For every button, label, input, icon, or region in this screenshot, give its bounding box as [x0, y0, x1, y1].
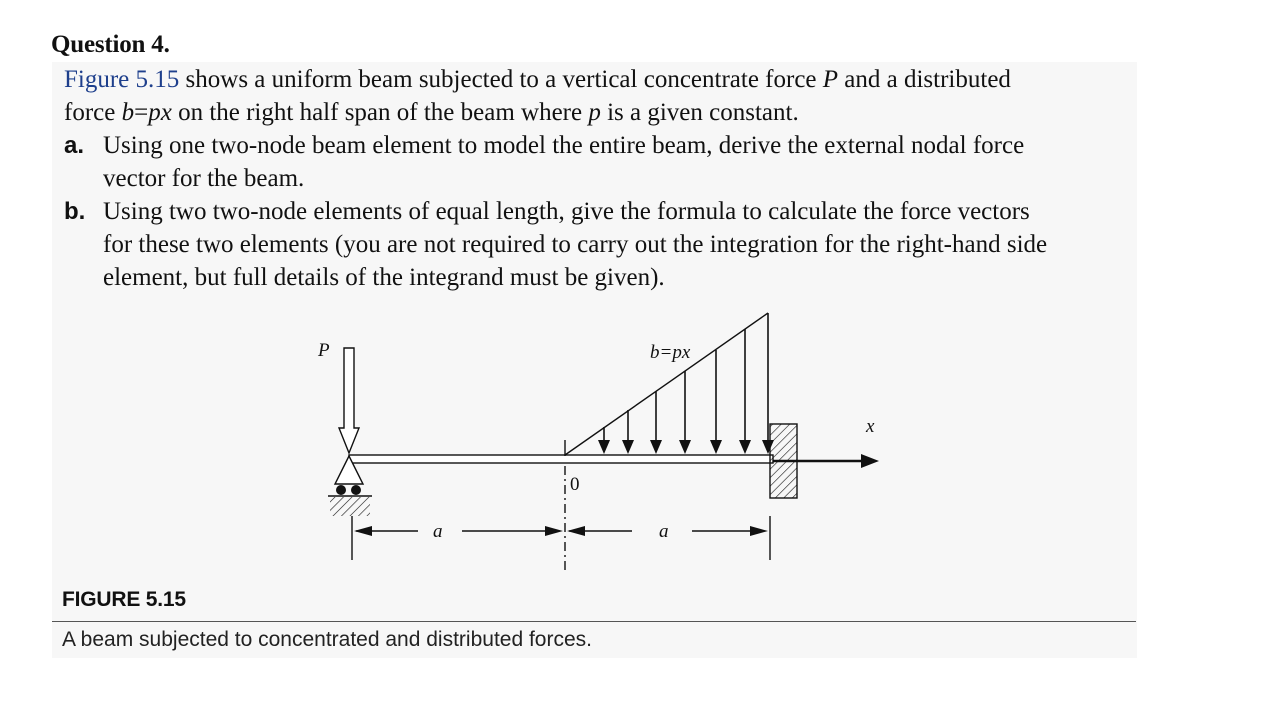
var-P: P [822, 66, 839, 93]
figure-caption: A beam subjected to concentrated and distributed forces. [62, 628, 592, 651]
label-P: P [318, 340, 330, 361]
fixed-wall [770, 424, 797, 498]
label-a-left: a [433, 521, 443, 542]
distributed-load-arrows [598, 313, 774, 454]
x-axis-arrowhead [861, 454, 879, 468]
figure-number: FIGURE 5.15 [62, 588, 186, 611]
figure-reference-link[interactable]: Figure 5.15 [64, 66, 180, 93]
beam [349, 455, 773, 463]
dimension-a-left [354, 526, 563, 536]
var-b: b [121, 99, 135, 126]
part-b-label: b. [64, 198, 86, 225]
caption-divider [52, 621, 1136, 622]
label-x: x [866, 416, 875, 437]
var-px: px [148, 99, 172, 126]
label-origin: 0 [570, 474, 580, 495]
roller-support [328, 456, 372, 516]
var-p: p [588, 99, 601, 126]
part-a-label: a. [64, 132, 85, 159]
part-b-text: Using two two-node elements of equal length, give the formula to calculate the force vectors for these two elements (you are not required to carry out the integration for the right-hand side element, but full details of the integrand must be given). [103, 198, 1048, 291]
label-a-right: a [659, 521, 669, 542]
question-title: Question 4. [51, 31, 170, 58]
intro-line-1: Figure 5.15 shows a uniform beam subjected to a vertical concentrate force P and a distributed [64, 66, 1011, 93]
intro-line-2: force b=px on the right half span of the beam where p is a given constant. [64, 99, 799, 126]
label-b-px: b=px [650, 342, 691, 363]
load-envelope [565, 313, 768, 455]
part-a-text: Using one two-node beam element to model the entire beam, derive the external nodal force vector for the beam. [103, 132, 1025, 192]
force-P-arrow [339, 348, 359, 453]
